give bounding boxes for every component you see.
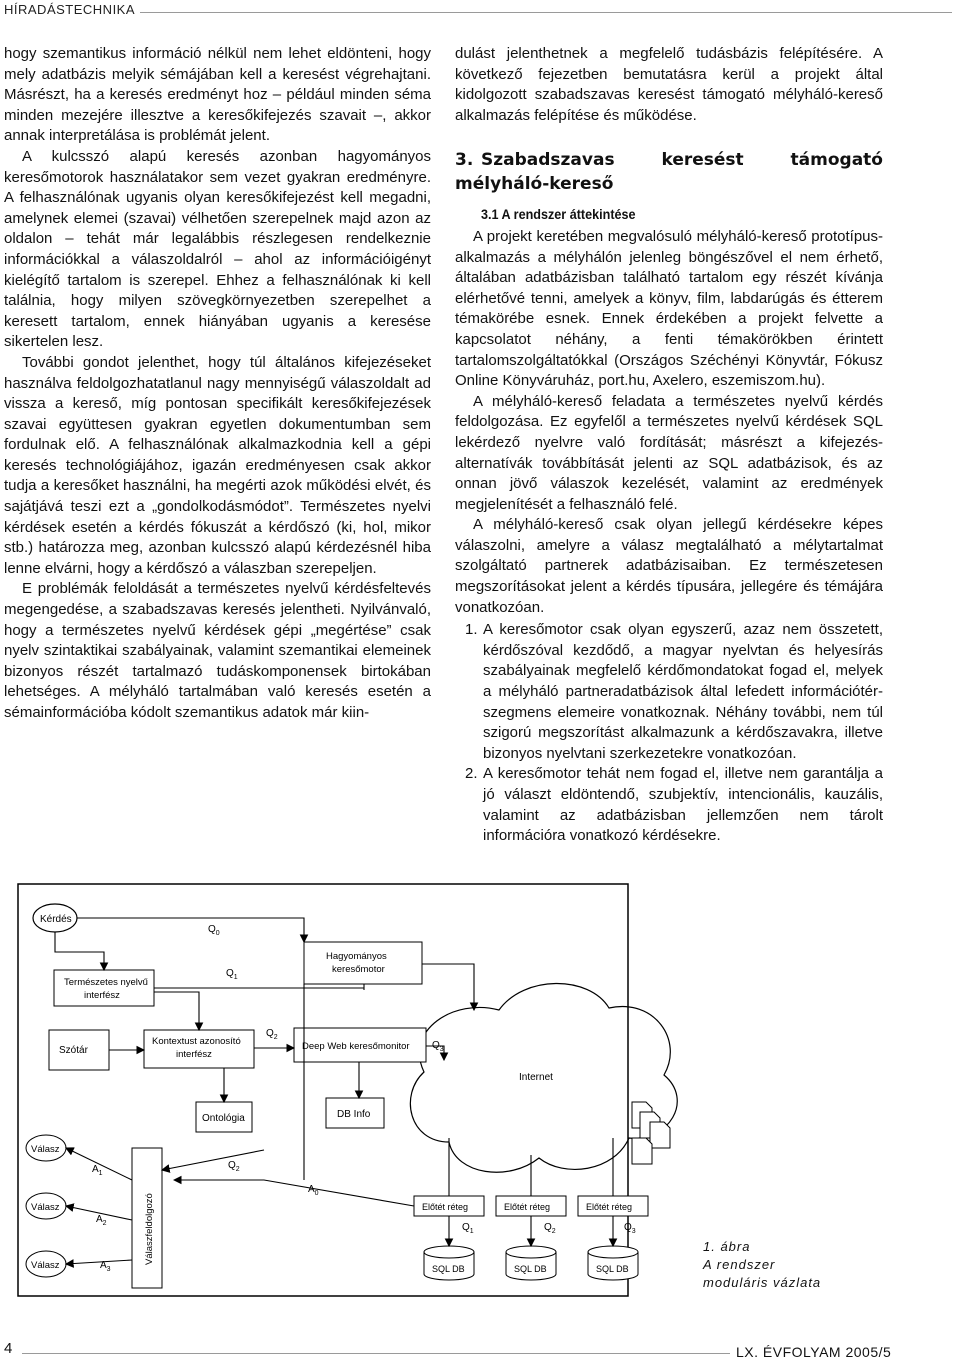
nlp-interface-label-1: Természetes nyelvű: [64, 977, 148, 988]
constraints-list: [455, 620, 883, 847]
a0-sub: 0: [314, 1190, 319, 1197]
header-rule: [140, 12, 952, 13]
sql-db-label: SQL DB: [596, 1264, 629, 1274]
a3-label: A: [100, 1260, 107, 1271]
sql-db-cylinder: [506, 1246, 556, 1280]
list-item: [455, 620, 883, 764]
list-text: A keresőmotor csak olyan egyszerű, azaz nem összetett, kérdőszóval kezdődő, a magyar nyelvtan és helyesírás szabályainak megfelelő kérdőmondatokat fogad el, melyek a mélyháló partneradatbázisok által lefedett információtér-szegmens elemeire vonatkoznak. Néhány további, nem túl szigorú megszorítást alkalmazunk a kérdőszavakra, illetve bizonyos nyelvtani szerkezetekre vonatkozóan.: [483, 621, 883, 762]
svg-text:Q1: [462, 1222, 474, 1235]
svg-text:Q2: [544, 1222, 556, 1235]
paragraph: hogy szemantikus információ nélkül nem lehet eldönteni, hogy mely adatbázis melyik sémájában kell a keresést végrehajtani. Másrészt, ha a keresés eredményt hoz – például minden séma minden mezejére illesztve a keresőkifejezés szavait –, akkor annak interpretálása is problémát jelent.: [4, 45, 431, 145]
svg-text:Q3: [624, 1222, 636, 1235]
a1-label: A: [92, 1164, 99, 1175]
q2-label: Q: [544, 1222, 552, 1233]
paragraph: dulást jelenthetnek a megfelelő tudásbázis felépítésére. A következő fejezetben bemutatásra kerül a projekt által kidolgozott szabadszavas keresést támogató mélyháló-kereső alkalmazás felépítése és működése.: [455, 45, 883, 124]
svg-text:A3: [100, 1260, 111, 1273]
ontology-label: Ontológia: [202, 1113, 245, 1124]
list-number: 2.: [465, 765, 478, 783]
traditional-engine-label-1: Hagyományos: [326, 951, 387, 962]
footer-rule: [22, 1353, 730, 1354]
traditional-engine-label-2: keresőmotor: [332, 964, 385, 975]
svg-text:Q1: [226, 968, 238, 981]
sql-db-cylinder: [588, 1246, 638, 1280]
q3-sub: 3: [439, 1046, 444, 1053]
list-text: A keresőmotor tehát nem fogad el, illetve nem garantálja a jó választ eldöntendő, szubjektív, intencionális, kauzális, valamint az adatbázisban jellemzően nem tárolt információra vonatkozó kérdésekre.: [483, 765, 883, 845]
section-number: 3.: [455, 150, 474, 171]
internet-label: Internet: [519, 1072, 553, 1083]
paragraph: További gondot jelenthet, hogy túl általános kifejezéseket használva feldolgozhatatlanul nagy mennyiségű válaszoldalt ad vissza a kereső, míg pontosan specifikált keresőkifejezések szavai együttesen gyakran egyetlen dokumentumban sem fordulnak elő. A felhasználónak alkalmazkodnia kell a gépi keresés technológiájához, igazán eredményesen csak akkor tudja a keresőket használni, ha megérti azok működési elvét, és sajátjává teszi ezt a „gondolkodásmódot”. Természetes nyelvi kérdések esetén a kérdés fókuszát a kérdőszó (ki, hol, mikor stb.) határozza meg, azonban kulcsszó alapú kérdezésnél hiba lenne elvárni, hogy a kérdőszó a válaszban szerepeljen.: [4, 353, 431, 577]
q2-sub: 2: [551, 1228, 556, 1235]
answer-processor-label: Válaszfeldolgozó: [144, 1193, 155, 1265]
a2-label: A: [96, 1214, 103, 1225]
paragraph: A kulcsszó alapú keresés azonban hagyományos keresőmotorok használatakor sem vezet gyakran eredményre. A felhasználónak ugyanis olyan keresőkifejezést kell megadni, amelynek elemei (szavai) vélhetően szerepelnek majd azon az oldalon – tehát már legalábbis részlegesen rendelkeznie információkkal a válaszoldalról – ahol az információigényt kielégítő tartalom is szerepel. Ehhez a felhasználónak ki kell találnia, hogy milyen szövegkörnyezetben szerepelhet a keresett tartalom, ennek hiányában ugyanis a keresése sikertelen lesz.: [4, 147, 431, 351]
q0-sub: 0: [215, 930, 220, 937]
left-column: [4, 44, 431, 724]
right-column: [455, 44, 883, 847]
q2-sub: 2: [273, 1034, 278, 1041]
q1-sub: 1: [233, 974, 238, 981]
sql-db-label: SQL DB: [514, 1264, 547, 1274]
answer-label: Válasz: [31, 1144, 60, 1155]
answer-label: Válasz: [31, 1202, 60, 1213]
frontend-layer-label: Előtét réteg: [586, 1202, 633, 1212]
paragraph: E problémák feloldását a természetes nyelvű kérdésfeltevés megengedése, a szabadszavas keresés jelentheti. Nyilvánvaló, hogy a természetes nyelvű kérdések gépi „megértése” csak nyelv szintaktikai szabályainak, valamint szemantikai elemeinek bizonyos részét tartalmazó tudáskomponensek birtokában lehetséges. A mélyháló tartalmában való keresés esetén a sémainformációba kódolt szemantikus adatok már kiin-: [4, 580, 431, 721]
q2-label: Q: [228, 1160, 236, 1171]
svg-text:Q3: [432, 1040, 444, 1053]
frontend-layer-label: Előtét réteg: [504, 1202, 551, 1212]
document-icons: [632, 1102, 670, 1164]
q0-label: Q: [208, 924, 216, 935]
svg-text:A0: [308, 1184, 319, 1197]
system-diagram: [4, 880, 694, 1300]
a2-sub: 2: [102, 1220, 107, 1227]
q1-sub: 1: [469, 1228, 474, 1235]
paragraph: A mélyháló-kereső csak olyan jellegű kérdésekre képes válaszolni, amelyre a válasz megtalálható a mélytartalmat szolgáltató partnerek adatbázisaiban. Ez természetesen megszorításokat jelent a kérdés típusára, jellegére és témájára vonatkozóan.: [455, 516, 883, 616]
a0-label: A: [308, 1184, 315, 1195]
a1-sub: 1: [98, 1170, 103, 1177]
paragraph: A projekt keretében megvalósuló mélyháló-kereső prototípus-alkalmazás a mélyhálón jelenleg böngészővel el nem érhető, általában adatbázisban található tartalom egy részét kívánja elérhetővé tenni, amelyek a könyv, film, labdarúgás és étterem témakörébe esnek. Ennek érdekében a projekt felvette a kapcsolatot néhány, a fenti témakörökben érintett tartalomszolgáltatókkal (Országos Széchényi Könyvtár, Fókusz Online Könyváruház, port.hu, Axelero, eszemiszom.hu).: [455, 227, 883, 390]
context-interface-label-2: interfész: [176, 1049, 212, 1060]
svg-text:A2: [96, 1214, 107, 1227]
svg-text:Q0: [208, 924, 220, 937]
q2-sub: 2: [235, 1166, 240, 1173]
volume-info: LX. ÉVFOLYAM 2005/5: [736, 1344, 892, 1360]
dbinfo-label: DB Info: [337, 1109, 371, 1120]
section-heading: [455, 148, 883, 196]
deepweb-monitor-label: Deep Web keresőmonitor: [302, 1041, 410, 1052]
frontend-layer-label: Előtét réteg: [422, 1202, 469, 1212]
a3-sub: 3: [106, 1266, 111, 1273]
running-header: HÍRADÁSTECHNIKA: [4, 2, 136, 17]
list-number: 1.: [465, 621, 478, 639]
section-title: Szabadszavas keresést támogató mélyháló-kereső: [455, 150, 883, 195]
q1-label: Q: [462, 1222, 470, 1233]
q3-sub: 3: [631, 1228, 636, 1235]
context-interface-label-1: Kontextust azonosító: [152, 1036, 241, 1047]
question-label: Kérdés: [40, 914, 72, 925]
svg-text:Q2: [228, 1160, 240, 1173]
dictionary-label: Szótár: [59, 1045, 88, 1056]
paragraph: A mélyháló-kereső feladata a természetes nyelvű kérdés feldolgozása. Ez egyfelől a természetes nyelvű kérdések SQL lekérdező nyelvre való fordítását; másrészt a kifejezés-alternatívák továbbítását jelenti az SQL adatbázisok, és az onnan jövő válaszok kezelését, valamint az eredmények megjelenítését a felhasználó felé.: [455, 392, 883, 513]
q3-label: Q: [624, 1222, 632, 1233]
subsection-heading: 3.1 A rendszer áttekintése: [481, 206, 636, 223]
sql-db-label: SQL DB: [432, 1264, 465, 1274]
page-number: 4: [4, 1340, 13, 1357]
nlp-interface-label-2: interfész: [84, 990, 120, 1001]
caption-line: 1. ábra: [703, 1239, 751, 1254]
caption-line: A rendszer: [703, 1257, 776, 1272]
svg-text:A1: [92, 1164, 103, 1177]
q1-label: Q: [226, 968, 234, 979]
answer-label: Válasz: [31, 1260, 60, 1271]
list-item: [455, 764, 883, 846]
sql-db-cylinder: [424, 1246, 474, 1280]
caption-line: moduláris vázlata: [703, 1275, 822, 1290]
q2-label: Q: [266, 1028, 274, 1039]
traditional-engine-box: [304, 942, 422, 984]
svg-text:Q2: [266, 1028, 278, 1041]
figure-caption: [703, 1238, 821, 1292]
q3-label: Q: [432, 1040, 440, 1051]
